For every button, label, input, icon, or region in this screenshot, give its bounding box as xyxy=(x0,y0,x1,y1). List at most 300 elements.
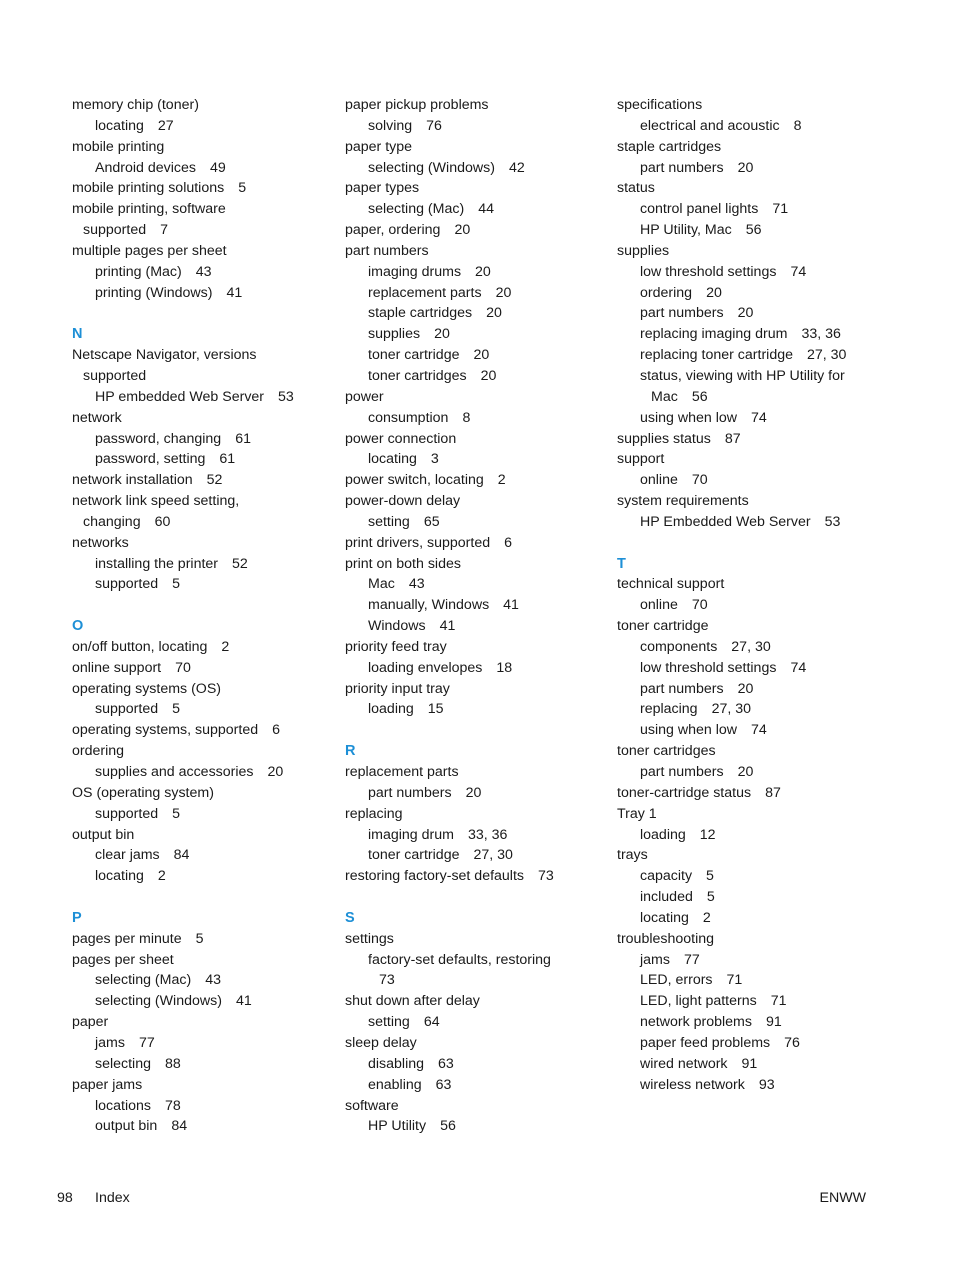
index-term: HP embedded Web Server xyxy=(95,388,265,405)
index-term: network link speed setting, xyxy=(72,493,240,510)
index-term: jams xyxy=(640,951,670,968)
index-entry xyxy=(72,950,334,971)
index-entry xyxy=(72,408,334,429)
index-page-ref: 64 xyxy=(423,1014,440,1031)
index-entry xyxy=(72,741,334,762)
index-subentry xyxy=(617,283,917,304)
index-term: using when low xyxy=(640,722,738,739)
index-term: network problems xyxy=(640,1014,752,1031)
index-entry xyxy=(617,178,917,199)
index-subentry xyxy=(617,825,917,846)
index-letter-heading: R xyxy=(345,743,356,760)
index-subentry xyxy=(345,783,607,804)
index-page-ref: 52 xyxy=(232,555,248,572)
index-entry xyxy=(72,137,334,158)
index-term: setting xyxy=(368,513,410,530)
index-term: printing (Windows) xyxy=(95,284,213,301)
index-term: selecting (Windows) xyxy=(95,993,222,1010)
index-entry xyxy=(617,429,917,450)
index-subentry xyxy=(617,720,917,741)
index-term: HP Embedded Web Server xyxy=(640,513,811,530)
index-letter-heading: N xyxy=(72,326,83,343)
index-page-ref: 61 xyxy=(219,451,236,468)
index-page-ref: 71 xyxy=(772,201,789,218)
index-letter-heading: S xyxy=(345,909,355,926)
index-term: print on both sides xyxy=(345,555,461,572)
index-term: pages per minute xyxy=(72,930,182,947)
index-page-ref: 78 xyxy=(165,1097,181,1114)
index-term: part numbers xyxy=(640,159,724,176)
index-subentry xyxy=(617,991,917,1012)
index-subentry xyxy=(345,262,607,283)
index-subentry xyxy=(72,845,334,866)
index-entry xyxy=(72,199,334,220)
index-term: status, viewing with HP Utility for xyxy=(640,367,845,384)
index-term: memory chip (toner) xyxy=(72,97,199,113)
index-entry xyxy=(617,804,917,825)
index-column-2 xyxy=(345,95,607,1137)
index-term: shut down after delay xyxy=(345,993,480,1010)
index-term: settings xyxy=(345,930,394,947)
index-page-ref: 53 xyxy=(824,513,841,530)
index-entry xyxy=(72,929,334,950)
index-page-ref: 20 xyxy=(473,347,490,364)
index-term: electrical and acoustic xyxy=(640,117,780,134)
index-term: on/off button, locating xyxy=(72,638,208,655)
index-term: locating xyxy=(95,117,144,134)
index-term: components xyxy=(640,638,718,655)
index-term: paper pickup problems xyxy=(345,97,489,113)
index-page-ref: 5 xyxy=(706,868,714,885)
index-page-ref: 27 xyxy=(157,117,174,134)
index-page-ref: 41 xyxy=(226,284,243,301)
index-page-ref: 20 xyxy=(454,222,471,239)
index-subentry xyxy=(617,1075,917,1096)
index-subentry xyxy=(345,574,607,595)
index-page-ref: 27, 30 xyxy=(731,638,771,655)
index-subentry xyxy=(72,554,334,575)
index-subentry xyxy=(345,1054,607,1075)
index-subentry xyxy=(72,699,334,720)
index-subentry xyxy=(617,470,917,491)
index-page-ref: 73 xyxy=(538,868,554,885)
index-term: pages per sheet xyxy=(72,951,174,968)
index-term: toner cartridges xyxy=(368,367,467,384)
index-term: locating xyxy=(640,909,689,926)
index-term: part numbers xyxy=(640,764,724,780)
index-term: power switch, locating xyxy=(345,472,484,489)
index-term: toner cartridge xyxy=(368,847,460,864)
index-page-ref: 20 xyxy=(486,305,502,322)
index-term: mobile printing xyxy=(72,138,165,155)
index-term: installing the printer xyxy=(95,555,219,572)
index-term: capacity xyxy=(640,868,693,885)
index-subentry xyxy=(345,950,607,971)
index-subentry xyxy=(617,220,917,241)
index-page-ref: 93 xyxy=(758,1076,775,1093)
index-page-ref: 60 xyxy=(154,513,171,530)
index-page-ref: 20 xyxy=(475,263,491,280)
index-subentry xyxy=(72,970,334,991)
index-page-ref: 20 xyxy=(495,284,512,301)
index-subentry xyxy=(72,991,334,1012)
index-term: loading xyxy=(368,701,414,718)
index-page-ref: 63 xyxy=(435,1076,452,1093)
index-page-ref: 42 xyxy=(508,159,525,176)
index-page-ref: 70 xyxy=(175,659,191,676)
index-page-ref: 91 xyxy=(741,1055,758,1072)
index-page-ref: 20 xyxy=(267,764,284,780)
index-page-ref: 2 xyxy=(157,868,166,885)
index-page-ref: 87 xyxy=(724,430,741,447)
index-subentry xyxy=(345,1075,607,1096)
section-spacer xyxy=(345,720,607,741)
index-entry xyxy=(617,845,917,866)
index-subentry xyxy=(345,303,607,324)
index-term: locating xyxy=(95,868,144,885)
index-subentry xyxy=(617,387,917,408)
index-term: print drivers, supported xyxy=(345,534,491,551)
index-term: selecting xyxy=(95,1055,151,1072)
index-page-ref: 33, 36 xyxy=(467,826,508,843)
index-term: LED, light patterns xyxy=(640,993,757,1010)
index-subentry xyxy=(617,1012,917,1033)
index-term: replacement parts xyxy=(368,284,482,301)
index-page-ref: 5 xyxy=(172,805,180,822)
index-term: supported xyxy=(83,222,147,239)
index-entry xyxy=(72,241,334,262)
index-page-ref: 6 xyxy=(504,534,512,551)
index-subentry xyxy=(617,637,917,658)
index-subentry xyxy=(617,1054,917,1075)
index-term: selecting (Mac) xyxy=(368,201,465,218)
index-term: paper, ordering xyxy=(345,222,441,239)
index-term: part numbers xyxy=(345,242,429,259)
index-subentry xyxy=(345,658,607,679)
index-term: Windows xyxy=(368,618,426,635)
index-page-ref: 20 xyxy=(737,159,754,176)
index-term: imaging drums xyxy=(368,263,462,280)
index-entry xyxy=(617,574,917,595)
index-term: networks xyxy=(72,534,129,551)
index-column-3 xyxy=(617,95,917,1096)
index-letter-heading: O xyxy=(72,618,84,635)
index-term: low threshold settings xyxy=(640,263,777,280)
index-page-ref: 76 xyxy=(784,1034,800,1051)
index-entry xyxy=(72,178,334,199)
index-page-ref: 5 xyxy=(238,180,247,197)
index-page-ref: 84 xyxy=(171,1118,188,1135)
index-entry xyxy=(617,929,917,950)
index-term: toner cartridges xyxy=(617,743,716,760)
index-subentry xyxy=(617,199,917,220)
index-subentry xyxy=(345,345,607,366)
index-subentry xyxy=(345,845,607,866)
index-entry xyxy=(617,137,917,158)
index-term: LED, errors xyxy=(640,972,713,989)
index-page-ref: 74 xyxy=(751,722,767,739)
index-page-ref: 20 xyxy=(737,680,754,697)
index-term: Mac xyxy=(368,576,395,593)
index-subentry xyxy=(72,387,334,408)
index-page-ref: 18 xyxy=(496,659,513,676)
index-subentry xyxy=(345,512,607,533)
index-term: Netscape Navigator, versions xyxy=(72,347,257,364)
index-subentry xyxy=(345,199,607,220)
index-page-ref: 7 xyxy=(160,222,168,239)
index-entry xyxy=(345,554,607,575)
index-subentry xyxy=(617,158,917,179)
index-term: replacing xyxy=(640,701,698,718)
index-entry xyxy=(72,720,334,741)
index-subentry xyxy=(72,158,334,179)
index-entry xyxy=(72,679,334,700)
index-term: supplies xyxy=(617,242,670,259)
index-entry xyxy=(345,679,607,700)
index-term: replacement parts xyxy=(345,764,459,780)
index-term: factory-set defaults, restoring xyxy=(368,951,551,968)
index-page-ref: 84 xyxy=(173,847,190,864)
index-term: output bin xyxy=(95,1118,158,1135)
index-term: selecting (Mac) xyxy=(95,972,192,989)
index-entry xyxy=(345,929,607,950)
index-entry xyxy=(345,991,607,1012)
index-page-ref: 63 xyxy=(438,1055,454,1072)
index-entry xyxy=(345,804,607,825)
index-term: clear jams xyxy=(95,847,160,864)
index-subentry xyxy=(617,408,917,429)
index-page-ref: 2 xyxy=(221,638,230,655)
index-term: paper jams xyxy=(72,1076,143,1093)
index-page-ref: 20 xyxy=(434,326,450,343)
index-page-ref: 20 xyxy=(465,784,482,801)
index-page-ref: 56 xyxy=(440,1118,456,1135)
index-term: status xyxy=(617,180,655,197)
index-page-ref: 52 xyxy=(206,472,223,489)
index-entry xyxy=(617,741,917,762)
index-term: changing xyxy=(83,513,141,530)
index-subentry xyxy=(72,1033,334,1054)
section-spacer xyxy=(345,887,607,908)
index-term: supplies xyxy=(368,326,421,343)
index-subentry xyxy=(617,866,917,887)
index-term: staple cartridges xyxy=(617,138,722,155)
index-entry xyxy=(617,241,917,262)
index-entry xyxy=(72,491,334,512)
index-page-ref: 12 xyxy=(699,826,716,843)
index-subentry xyxy=(72,1096,334,1117)
index-subentry xyxy=(345,449,607,470)
index-term: supplies and accessories xyxy=(95,764,254,780)
index-term: supported xyxy=(95,805,159,822)
index-page-ref: 77 xyxy=(683,951,700,968)
page-number: 98 xyxy=(57,1190,73,1206)
index-entry xyxy=(72,533,334,554)
index-term: replacing toner cartridge xyxy=(640,347,793,364)
index-term: operating systems, supported xyxy=(72,722,259,739)
index-page-ref: 71 xyxy=(726,972,743,989)
index-subentry xyxy=(72,762,334,783)
index-term: Android devices xyxy=(95,159,196,176)
section-name: Index xyxy=(95,1190,130,1206)
index-entry xyxy=(72,825,334,846)
index-page-ref: 65 xyxy=(423,513,440,530)
index-letter-heading: P xyxy=(72,909,82,926)
index-subentry xyxy=(72,449,334,470)
index-subentry xyxy=(617,303,917,324)
section-spacer xyxy=(72,303,334,324)
index-page-ref: 5 xyxy=(172,701,180,718)
index-entry xyxy=(345,220,607,241)
section-spacer xyxy=(72,595,334,616)
index-term: toner cartridge xyxy=(617,618,709,635)
index-entry xyxy=(72,95,334,116)
index-term: power connection xyxy=(345,430,457,447)
index-page-ref: 56 xyxy=(745,222,762,239)
index-term: locations xyxy=(95,1097,151,1114)
index-entry xyxy=(617,616,917,637)
index-term: power-down delay xyxy=(345,493,461,510)
index-term: replacing imaging drum xyxy=(640,326,788,343)
section-spacer xyxy=(72,887,334,908)
index-entry xyxy=(72,366,334,387)
index-page-ref: 8 xyxy=(793,117,802,134)
index-page-ref: 91 xyxy=(765,1014,782,1031)
index-entry xyxy=(617,783,917,804)
index-term: toner-cartridge status xyxy=(617,784,752,801)
document-code: ENWW xyxy=(819,1190,866,1206)
index-page-ref: 41 xyxy=(235,993,252,1010)
index-term: wireless network xyxy=(640,1076,745,1093)
index-page-ref: 61 xyxy=(235,430,251,447)
index-term: paper type xyxy=(345,138,413,155)
index-subentry xyxy=(72,283,334,304)
index-entry xyxy=(345,429,607,450)
index-subentry xyxy=(617,699,917,720)
index-letter-heading: T xyxy=(617,555,626,572)
index-term: 73 xyxy=(379,972,395,989)
index-subentry xyxy=(72,262,334,283)
index-subentry xyxy=(617,595,917,616)
index-entry xyxy=(345,762,607,783)
index-term: trays xyxy=(617,847,648,864)
index-term: replacing xyxy=(345,805,403,822)
index-entry xyxy=(72,658,334,679)
index-term: wired network xyxy=(640,1055,728,1072)
index-term: paper feed problems xyxy=(640,1034,771,1051)
index-page-ref: 44 xyxy=(478,201,494,218)
index-page-ref: 27, 30 xyxy=(807,347,847,364)
index-term: part numbers xyxy=(640,680,724,697)
index-term: supported xyxy=(95,701,159,718)
index-term: priority feed tray xyxy=(345,638,447,655)
index-term: online support xyxy=(72,659,162,676)
index-subentry xyxy=(617,345,917,366)
index-term: online xyxy=(640,597,678,614)
index-term: ordering xyxy=(640,284,693,301)
index-term: troubleshooting xyxy=(617,930,715,947)
index-page-ref: 27, 30 xyxy=(711,701,752,718)
index-page-ref: 5 xyxy=(172,576,180,593)
index-subentry xyxy=(72,804,334,825)
index-subentry xyxy=(345,116,607,137)
index-term: control panel lights xyxy=(640,201,759,218)
index-term: part numbers xyxy=(640,305,724,322)
index-subentry xyxy=(617,366,917,387)
index-subentry xyxy=(72,1054,334,1075)
index-page-ref: 8 xyxy=(462,409,471,426)
index-page-ref: 20 xyxy=(737,764,754,780)
index-term: online xyxy=(640,472,678,489)
index-subentry xyxy=(72,1116,334,1137)
index-subentry xyxy=(617,324,917,345)
index-page-ref: 43 xyxy=(195,263,212,280)
index-term: supported xyxy=(95,576,159,593)
index-term: using when low xyxy=(640,409,738,426)
index-term: supplies status xyxy=(617,430,711,447)
index-entry xyxy=(345,1096,607,1117)
index-page-ref: 41 xyxy=(439,618,456,635)
index-term: jams xyxy=(95,1034,125,1051)
index-subentry xyxy=(345,616,607,637)
index-entry xyxy=(72,220,334,241)
index-term: password, setting xyxy=(95,451,206,468)
index-term: consumption xyxy=(368,409,449,426)
index-subentry xyxy=(617,887,917,908)
index-term: multiple pages per sheet xyxy=(72,242,227,259)
index-term: password, changing xyxy=(95,430,222,447)
index-term: low threshold settings xyxy=(640,659,777,676)
index-entry xyxy=(345,387,607,408)
index-term: selecting (Windows) xyxy=(368,159,495,176)
index-subentry xyxy=(617,970,917,991)
index-page-ref: 20 xyxy=(706,284,722,301)
index-subentry xyxy=(345,158,607,179)
index-term: OS (operating system) xyxy=(72,784,214,801)
index-page-ref: 74 xyxy=(790,263,807,280)
index-entry xyxy=(72,470,334,491)
index-term: enabling xyxy=(368,1076,422,1093)
index-page-ref: 76 xyxy=(426,117,442,134)
index-entry xyxy=(72,512,334,533)
index-term: manually, Windows xyxy=(368,597,490,614)
index-term: Mac xyxy=(651,388,678,405)
index-term: power xyxy=(345,388,384,405)
index-term: part numbers xyxy=(368,784,452,801)
index-term: supported xyxy=(83,367,147,384)
index-subentry xyxy=(617,658,917,679)
index-term: network installation xyxy=(72,472,193,489)
index-term: HP Utility, Mac xyxy=(640,222,732,239)
index-page-ref: 41 xyxy=(503,597,519,614)
section-spacer xyxy=(617,533,917,554)
index-entry xyxy=(345,866,607,887)
index-term: toner cartridge xyxy=(368,347,460,364)
index-term: disabling xyxy=(368,1055,425,1072)
index-page-ref: 43 xyxy=(205,972,221,989)
index-term: HP Utility xyxy=(368,1118,427,1135)
index-page-ref: 74 xyxy=(751,409,767,426)
index-entry xyxy=(617,491,917,512)
index-subentry xyxy=(617,116,917,137)
index-subentry xyxy=(345,825,607,846)
index-subentry xyxy=(617,950,917,971)
index-entry xyxy=(72,1012,334,1033)
index-subentry xyxy=(72,429,334,450)
index-term: staple cartridges xyxy=(368,305,473,322)
index-subentry xyxy=(345,1116,607,1137)
index-page-ref: 43 xyxy=(408,576,425,593)
